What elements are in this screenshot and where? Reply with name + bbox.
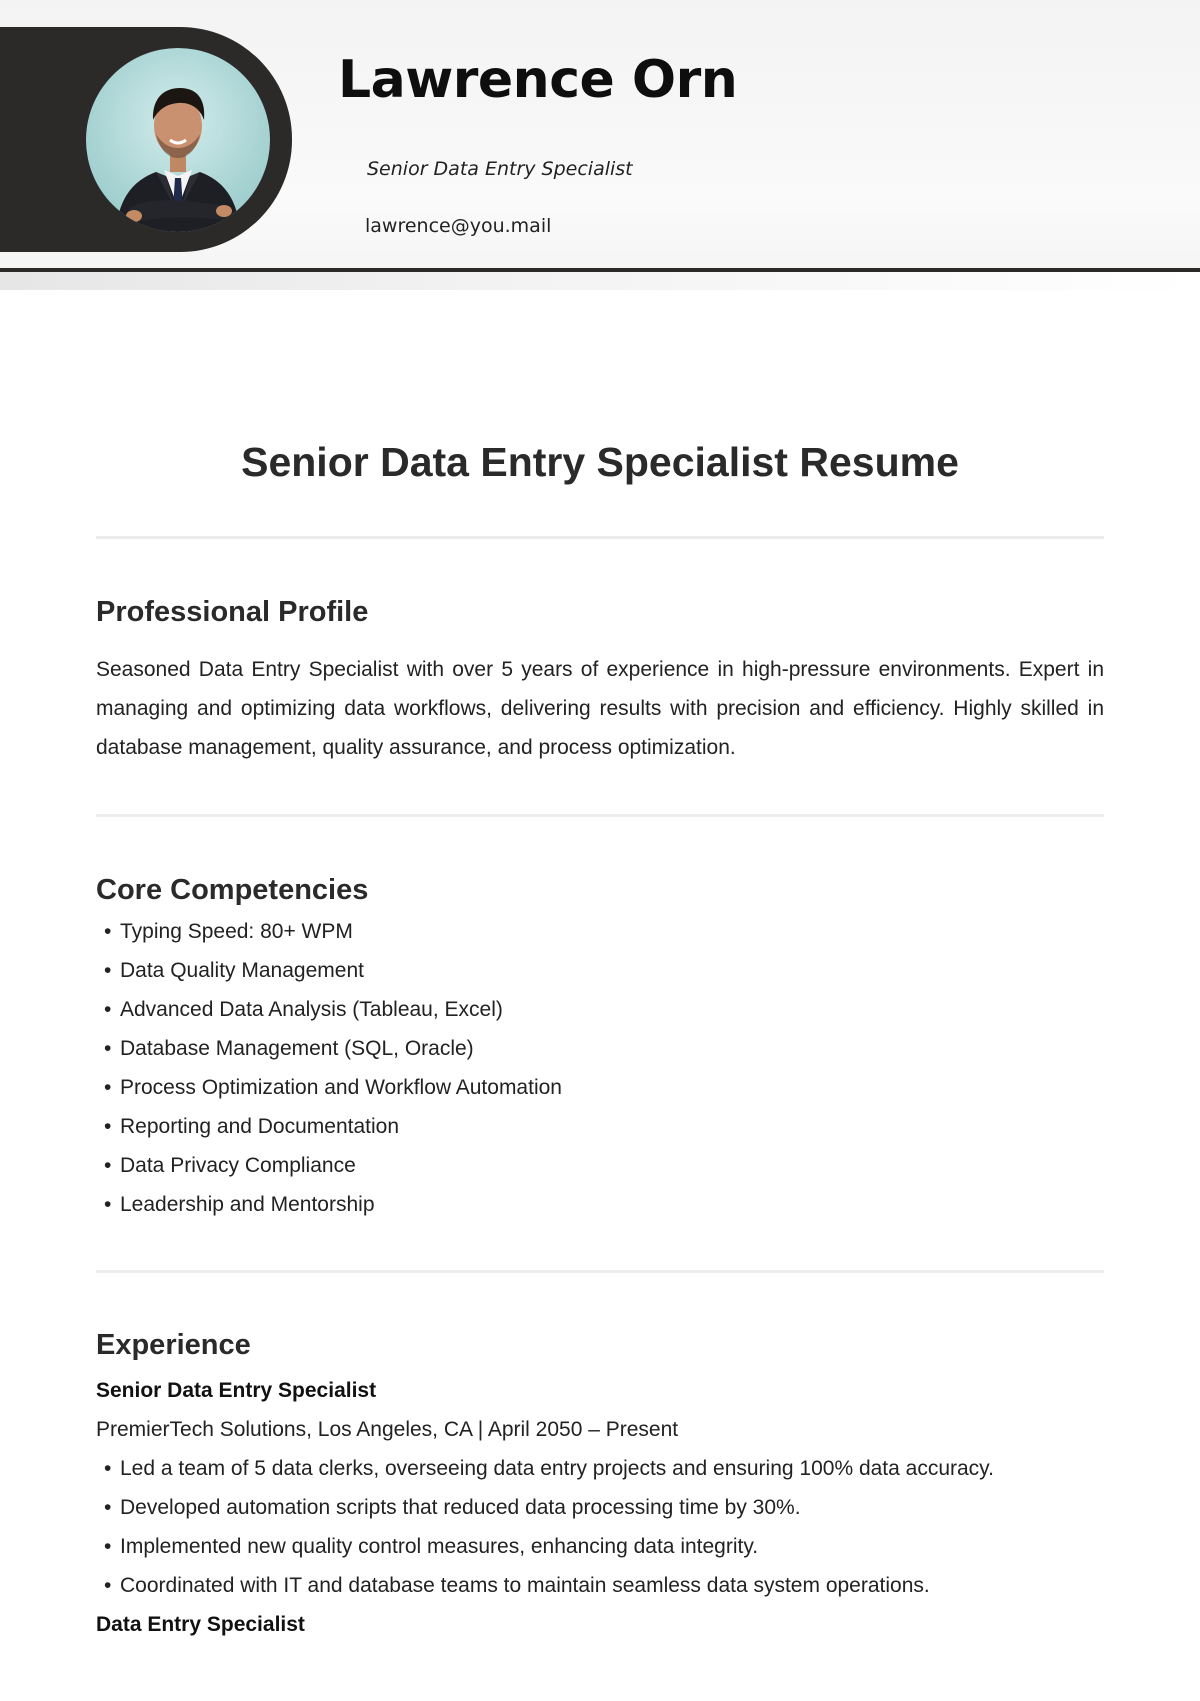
competencies-list [96, 912, 1104, 1224]
resume-body [96, 430, 1104, 1644]
list-item: • Data Quality Management [96, 951, 1104, 990]
list-item: • Reporting and Documentation [96, 1107, 1104, 1146]
list-item: • Led a team of 5 data clerks, overseeing data entry projects and ensuring 100% data accuracy. [96, 1449, 1104, 1488]
list-item: • Database Management (SQL, Oracle) [96, 1029, 1104, 1068]
role-achievements-list [96, 1449, 1104, 1605]
document-title: Senior Data Entry Specialist Resume [241, 439, 959, 485]
role-title: Senior Data Entry Specialist [96, 1379, 377, 1402]
section-divider [96, 536, 1104, 539]
header-shadow-fade [0, 272, 1200, 290]
list-item: • Process Optimization and Workflow Automation [96, 1068, 1104, 1107]
resume-header [0, 0, 1200, 290]
list-item: • Implemented new quality control measures, enhancing data integrity. [96, 1527, 1104, 1566]
section-divider [96, 1270, 1104, 1273]
candidate-email[interactable]: lawrence@you.mail [365, 215, 552, 237]
list-item: • Data Privacy Compliance [96, 1146, 1104, 1185]
section-divider [96, 814, 1104, 817]
competencies-heading: Core Competencies [96, 874, 369, 906]
list-item: • Coordinated with IT and database teams to maintain seamless data system operations. [96, 1566, 1104, 1605]
profile-text: Seasoned Data Entry Specialist with over 5 years of experience in high-pressure environments. Expert in managing and optimizing data workflows, delivering results with precision and efficiency. Highly skilled in database management, quality assurance, and process optimization. [96, 658, 1104, 759]
experience-role [96, 1371, 1104, 1605]
experience-heading: Experience [96, 1329, 251, 1361]
portrait-photo-icon [86, 48, 270, 232]
list-item: • Typing Speed: 80+ WPM [96, 912, 1104, 951]
candidate-name: Lawrence Orn [338, 50, 738, 110]
role-company-dates: PremierTech Solutions, Los Angeles, CA | April 2050 – Present [96, 1418, 679, 1441]
profile-heading: Professional Profile [96, 596, 369, 628]
list-item: • Developed automation scripts that reduced data processing time by 30%. [96, 1488, 1104, 1527]
avatar [86, 48, 270, 232]
experience-role [96, 1605, 1104, 1644]
candidate-job-title: Senior Data Entry Specialist [367, 158, 633, 180]
role-title: Data Entry Specialist [96, 1613, 305, 1636]
list-item: • Advanced Data Analysis (Tableau, Excel) [96, 990, 1104, 1029]
list-item: • Leadership and Mentorship [96, 1185, 1104, 1224]
